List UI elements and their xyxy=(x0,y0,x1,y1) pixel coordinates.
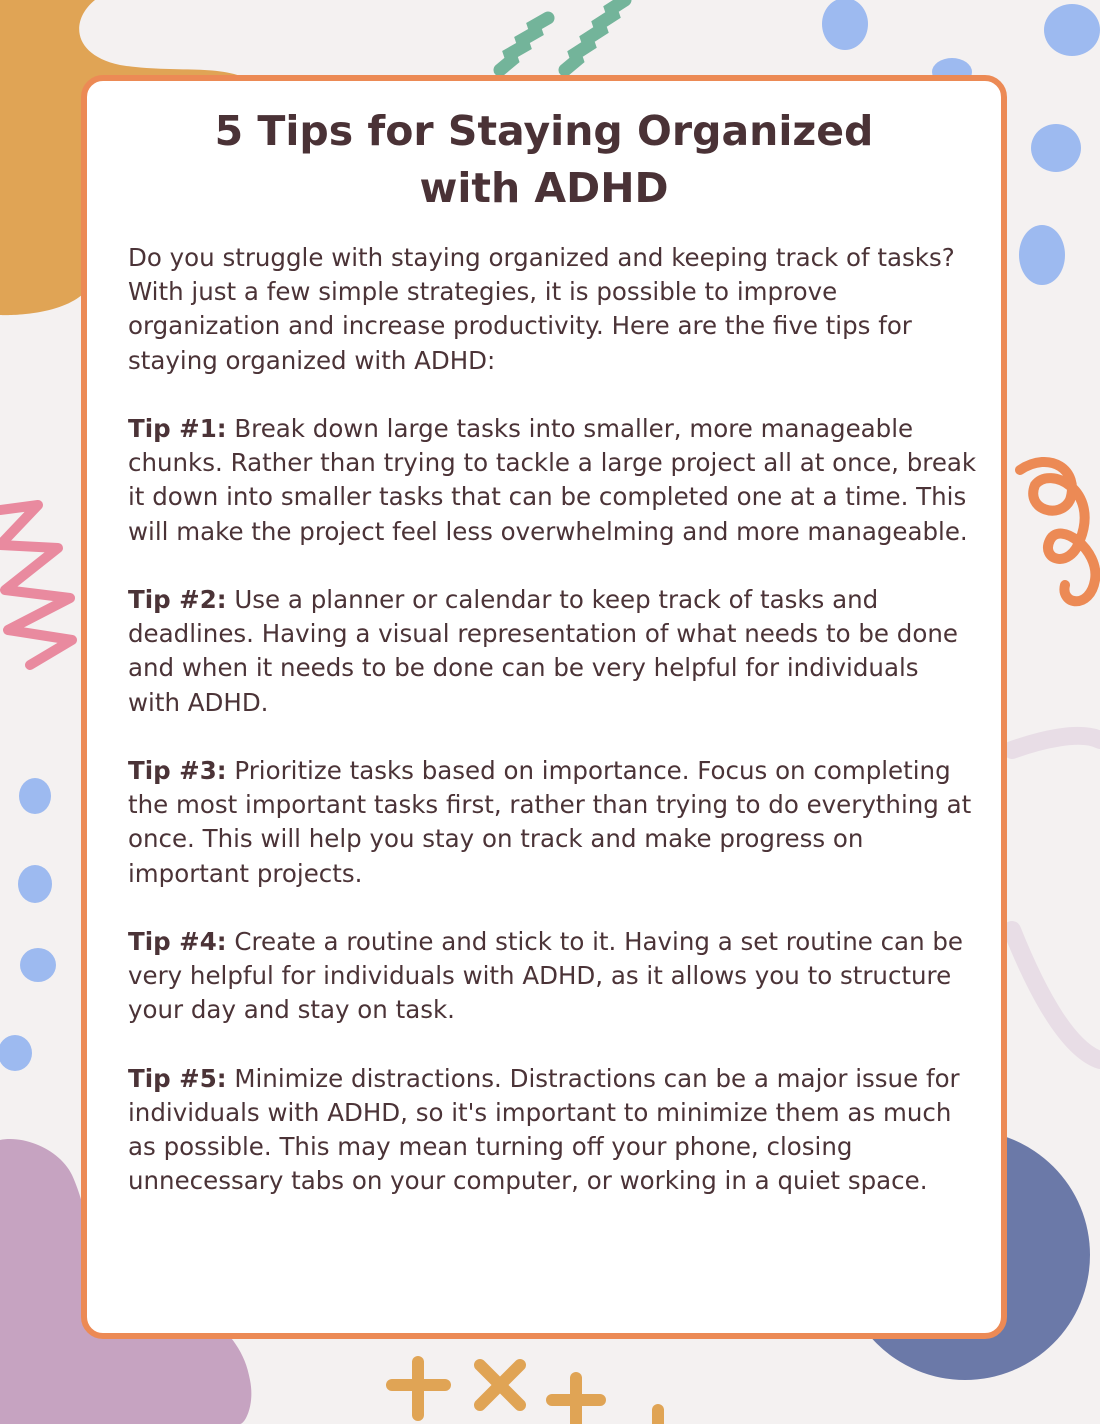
tip-label: Tip #5: xyxy=(128,1063,227,1093)
content-card xyxy=(81,75,1007,1339)
title-line-2: with ADHD xyxy=(419,164,669,212)
article-body xyxy=(128,241,978,1233)
tip-label: Tip #4: xyxy=(128,927,227,956)
tip-5 xyxy=(128,1062,978,1199)
tip-label: Tip #3: xyxy=(128,756,227,785)
blue-dot-shape xyxy=(822,0,868,50)
tip-label: Tip #1: xyxy=(128,414,227,443)
page-title xyxy=(87,103,1001,217)
pink-zigzag-shape xyxy=(0,505,72,665)
orange-loop-shape xyxy=(1020,462,1095,601)
tip-text: Break down large tasks into smaller, more manageable chunks. Rather than trying to tackle a large project all at once, break it down into smaller tasks that can be completed one at a time. This will make the project feel less overwhelming and more manageable. xyxy=(128,414,977,546)
cross-marks-shape xyxy=(392,1362,658,1424)
green-squiggle-shape xyxy=(500,18,548,70)
blue-dot-shape xyxy=(19,778,51,814)
tip-1 xyxy=(128,412,978,549)
tip-text: Prioritize tasks based on importance. Focus on completing the most important tasks first, rather than trying to do everything at once. This will help you stay on track and make progress on important projects. xyxy=(128,756,972,888)
tip-label: Tip #2: xyxy=(128,585,227,614)
title-line-1: 5 Tips for Staying Organized xyxy=(214,107,874,155)
tip-2 xyxy=(128,583,978,720)
intro-paragraph: Do you struggle with staying organized and keeping track of tasks? With just a few simple strategies, it is possible to improve organization and increase productivity. Here are the five tips for staying organized with ADHD: xyxy=(128,243,955,375)
tip-text: Create a routine and stick to it. Having a set routine can be very helpful for individuals with ADHD, as it allows you to structure your day and stay on task. xyxy=(128,927,964,1025)
blue-dot-shape xyxy=(18,865,52,903)
blue-dot-shape xyxy=(1031,124,1081,172)
blue-dot-shape xyxy=(1044,4,1100,56)
tip-4 xyxy=(128,925,978,1028)
green-squiggle-shape xyxy=(565,0,625,70)
blue-dot-shape xyxy=(20,948,56,982)
blue-dot-shape xyxy=(0,1035,32,1071)
blue-dot-shape xyxy=(1019,225,1065,285)
tip-3 xyxy=(128,754,978,891)
tip-text: Minimize distractions. Distractions can be a major issue for individuals with ADHD, so it's important to minimize them as much as possible. This may mean turning off your phone, closing unnecessary tabs on your computer, or working in a quiet space. xyxy=(128,1063,960,1196)
tip-text: Use a planner or calendar to keep track of tasks and deadlines. Having a visual representation of what needs to be done and when it needs to be done can be very helpful for individuals with ADHD. xyxy=(128,585,958,717)
lilac-loop-shape xyxy=(1012,736,1100,1060)
